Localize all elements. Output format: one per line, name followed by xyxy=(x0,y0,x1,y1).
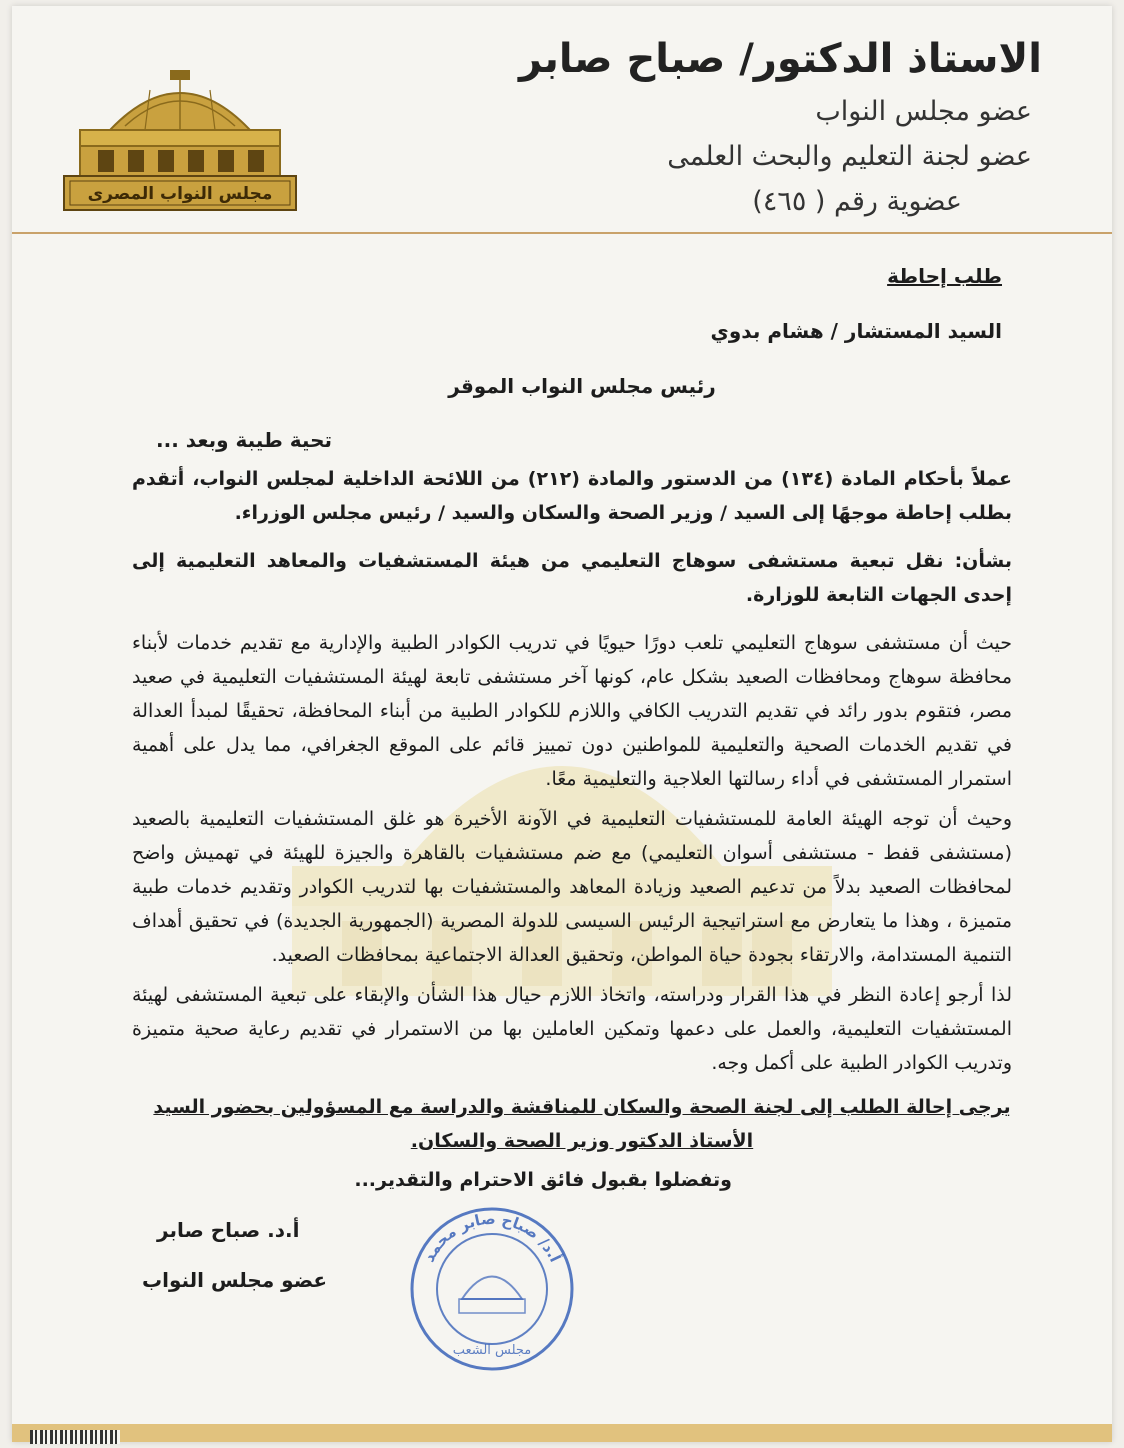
paragraph-intro: عملاً بأحكام المادة (١٣٤) من الدستور والمادة (٢١٢) من اللائحة الداخلية لمجلس النواب، أتقدم بطلب إحاطة موجهًا إلى السيد / وزير الصحة والسكان والسيد / رئيس مجلس الوزراء. xyxy=(132,468,1012,524)
paragraph-body-3: لذا أرجو إعادة النظر في هذا القرار ودراسته، واتخاذ اللازم حيال هذا الشأن والإبقاء على تبعية المستشفى لهيئة المستشفيات التعليمية، والعمل على دعمها وتمكين العاملين بها من الاستمرار في تقديم رعاية صحية متميزة وتدريب الكوادر الطبية على أكمل وجه. xyxy=(132,984,1012,1074)
letter-addressee-title: رئيس مجلس النواب الموقر xyxy=(448,374,716,398)
paragraph-referral: يرجى إحالة الطلب إلى لجنة الصحة والسكان للمناقشة والدراسة مع المسؤولين بحضور السيد الأستاذ الدكتور وزير الصحة والسكان. xyxy=(153,1096,1011,1152)
signature-title: عضو مجلس النواب xyxy=(142,1268,328,1292)
svg-text:أ.د/ صباح صابر محمد xyxy=(420,1210,565,1265)
stamp-inner-text: مجلس الشعب xyxy=(452,1343,532,1358)
paragraph-subject: بشأن: نقل تبعية مستشفى سوهاج التعليمي من هيئة المستشفيات والمعاهد التعليمية إلى إحدى الجهات التابعة للوزارة. xyxy=(132,550,1012,606)
paragraph-body-2: وحيث أن توجه الهيئة العامة للمستشفيات التعليمية في الآونة الأخيرة هو غلق المستشفيات التعليمية بالصعيد (مستشفى قفط - مستشفى أسوان التعليمي) مع ضم مستشفيات بالقاهرة والجيزة للهيئة في تهميش واضح لمحافظات الصعيد بدلاً من تدعيم الصعيد وزيادة المعاهد والمستشفيات بها لتدريب الكوادر وتقديم خدمات طبية متميزة ، وهذا ما يتعارض مع استراتيجية الرئيس السيسى للدولة المصرية (الجمهورية الجديدة) في تحقيق أهداف التنمية المستدامة، والارتقاء بجودة حياة المواطن، وتحقيق العدالة الاجتماعية بمحافظات الصعيد. xyxy=(132,808,1012,966)
parliament-logo xyxy=(50,66,310,216)
stamp-text: أ.د/ صباح صابر محمد xyxy=(419,1209,565,1265)
letter-addressee: السيد المستشار / هشام بدوي xyxy=(710,319,1002,343)
qr-code xyxy=(30,1430,120,1444)
header-divider xyxy=(12,232,1112,234)
letter-greeting: تحية طيبة وبعد ... xyxy=(156,428,332,452)
sender-committee: عضو لجنة التعليم والبحث العلمى xyxy=(667,141,1032,172)
sender-membership: عضوية رقم ( ٤٦٥) xyxy=(752,186,962,217)
sender-name: الاستاذ الدكتور/ صباح صابر xyxy=(518,36,1042,82)
signature-name: أ.د. صباح صابر xyxy=(157,1218,300,1242)
letter-subject-title: طلب إحاطة xyxy=(887,264,1002,288)
official-stamp xyxy=(407,1204,577,1374)
letter-page xyxy=(12,6,1112,1442)
footer-bar xyxy=(12,1424,1112,1442)
paragraph-body-1: حيث أن مستشفى سوهاج التعليمي تلعب دورًا حيويًا في تدريب الكوادر الطبية والإدارية مع تقديم خدمات لأبناء محافظة سوهاج ومحافظات الصعيد بشكل عام، كونها آخر مستشفى تابعة لهيئة المستشفيات التعليمية في صعيد مصر، فتقوم بدور رائد في تقديم التدريب الكافي واللازم للكوادر الطبية من أبناء المحافظة، تحقيقًا لمبدأ العدالة في تقديم الخدمات الصحية والتعليمية للمواطنين دون تمييز قائم على الموقع الجغرافي، مما يدل على أهمية استمرار المستشفى في أداء رسالتها العلاجية والتعليمية معًا. xyxy=(132,632,1012,790)
letter-closing: وتفضلوا بقبول فائق الاحترام والتقدير... xyxy=(354,1169,732,1191)
logo-text: مجلس النواب المصرى xyxy=(87,184,273,204)
sender-role: عضو مجلس النواب xyxy=(815,96,1032,127)
